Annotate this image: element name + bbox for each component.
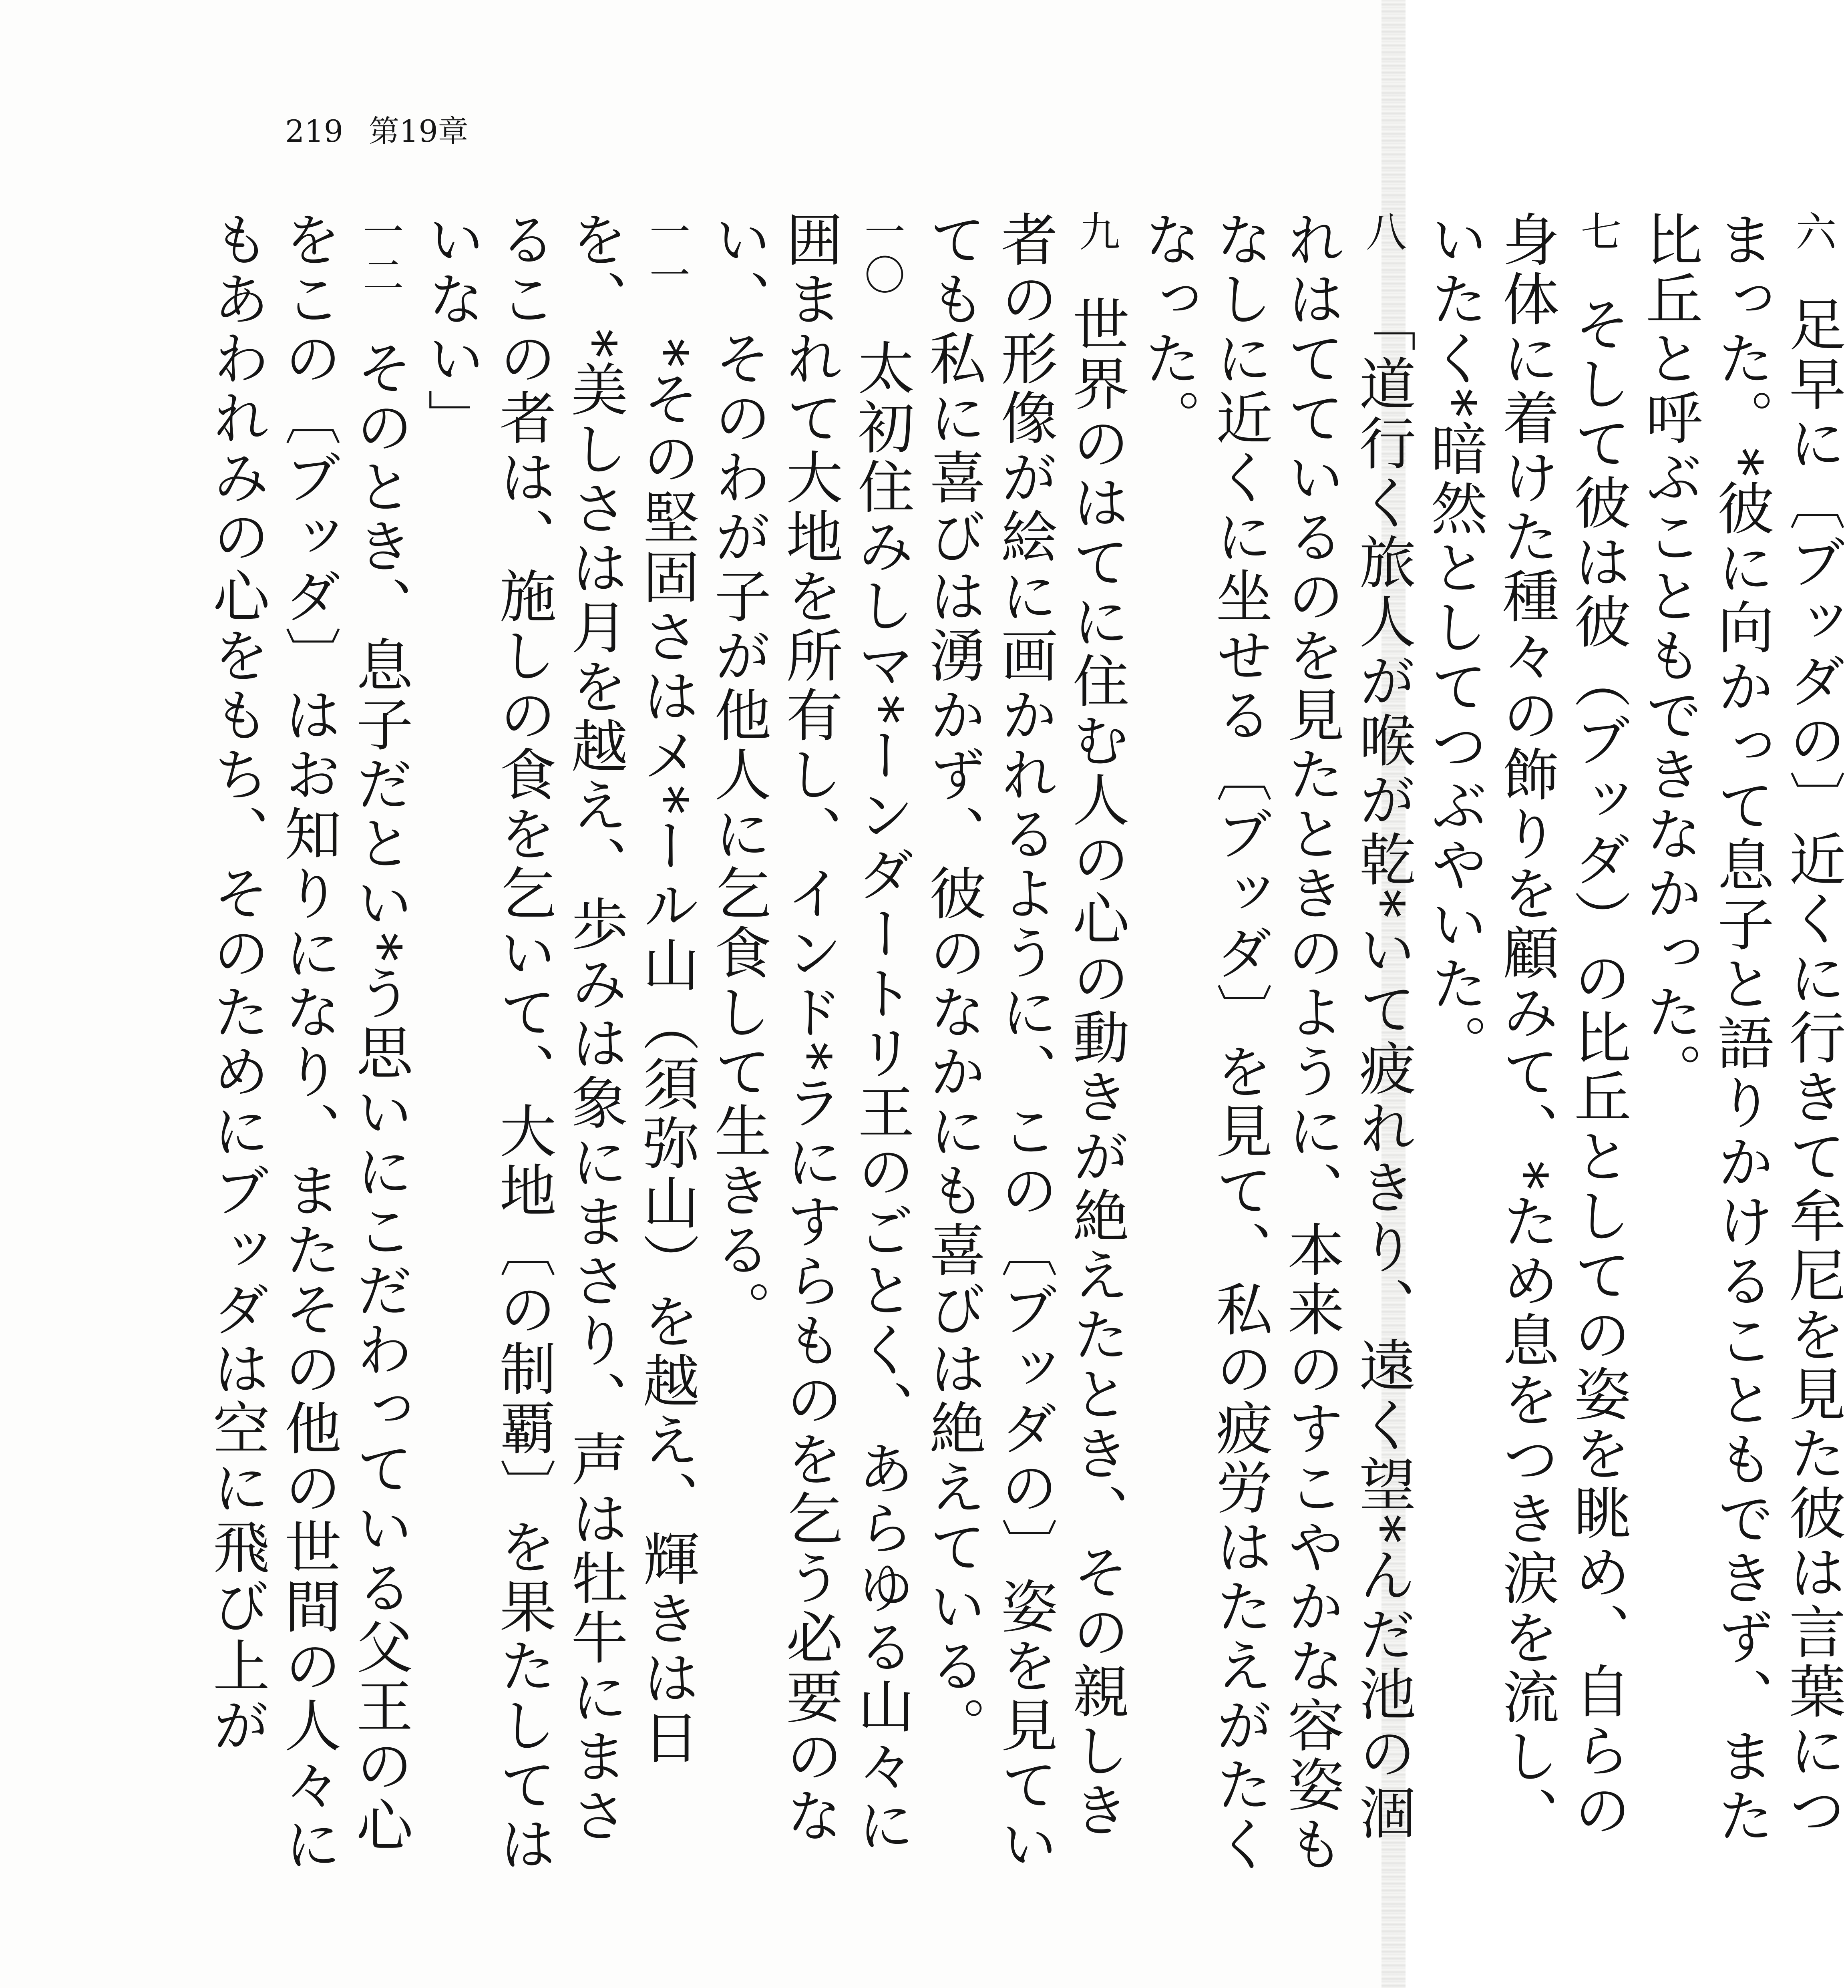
verse-number: 九 [1072,210,1120,254]
verse-text: そして彼は彼（ブッダ）の比丘としての姿を眺め、自らの身体に着けた種々の飾りを顧みて、*ため息をつき涙を流し、いたく*暗然としてつぶやいた。 [1421,210,1631,1846]
verse-10 [702,210,917,1884]
verse-text: そのとき、息子だとい*う思いにこだわっている父王の心をこの〔ブッダ〕はお知りになり、またその他の世間の人々にもあわれみの心をもち、そのためにブッダは空に飛び上が [203,210,413,1874]
verse-11 [415,210,702,1884]
vertical-text-column [200,210,1848,1884]
verse-6 [1633,210,1848,1884]
verse-number: 八 [1359,210,1407,254]
verse-text: 「道行く旅人が喉が乾*いて疲れきり、遠く望*んだ池の涸れはてているのを見たときのように、本来のすこやかな容姿もなしに近くに坐せる〔ブッダ〕を見て、私の疲労はたえがたくなった。 [1134,210,1416,1874]
chapter-title: 第19章 [369,113,469,149]
verse-number: 一一 [642,210,690,298]
verse-7 [1418,210,1633,1884]
main-text [200,210,1846,1884]
verse-text: 足早に〔ブッダの〕近くに行きて牟尼を見た彼は言葉につまった。*彼に向かって息子と語りかけることもできず、また比丘と呼ぶこともできなかった。 [1636,210,1846,1846]
verse-number: 六 [1788,210,1836,254]
verse-9 [917,210,1132,1884]
verse-text: *その堅固さはメ*ール山（須弥山）を越え、輝きは日を、*美しさは月を越え、歩みは象にまさり、声は牡牛にまさるこの者は、施しの食を乞いて、大地〔の制覇〕を果たしてはいない」 [418,210,700,1874]
verse-12 [200,210,415,1884]
page-number: 219 [285,113,344,149]
running-header [285,107,469,155]
verse-number: 一〇 [857,210,905,298]
verse-text: 世界のはてに住む人の心の動きが絶えたとき、その親しき者の形像が絵に画かれるように、この〔ブッダの〕姿を見ていても私に喜びは湧かず、彼のなかにも喜びは絶えている。 [919,210,1129,1874]
verse-number: 七 [1574,210,1622,254]
verse-number: 一二 [356,210,404,298]
verse-text: 太初住みしマ*ーンダートリ王のごとく、あらゆる山々に囲まれて大地を所有し、インド*ラにすらものを乞う必要のない、そのわが子が他人に乞食して生きる。 [705,210,915,1855]
verse-8 [1132,210,1418,1884]
